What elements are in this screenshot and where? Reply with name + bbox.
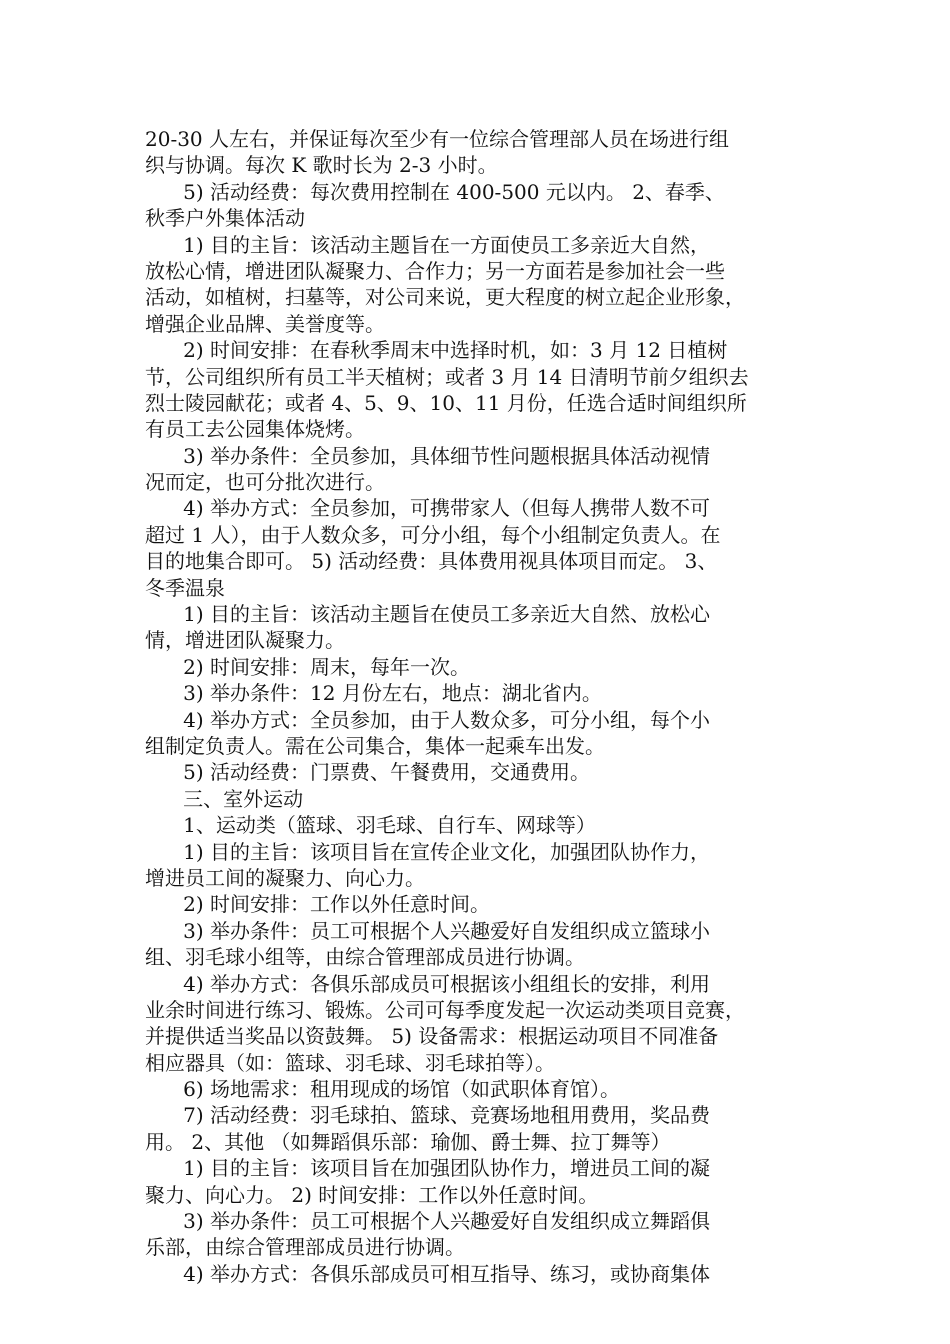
text-line: 超过 1 人），由于人数众多，可分小组，每个小组制定负责人。在 bbox=[145, 522, 721, 547]
text-line: 组、羽毛球小组等，由综合管理部成员进行协调。 bbox=[145, 945, 585, 970]
text-line: 2) 时间安排：在春秋季周末中选择时机，如：3 月 12 日植树 bbox=[145, 338, 728, 363]
text-line: 烈士陵园献花；或者 4、5、9、10、11 月份，任选合适时间组织所 bbox=[145, 390, 747, 415]
text-line: 秋季户外集体活动 bbox=[145, 206, 305, 231]
text-line: 聚力、向心力。 2) 时间安排：工作以外任意时间。 bbox=[145, 1182, 599, 1207]
text-line: 冬季温泉 bbox=[145, 575, 225, 600]
text-line: 乐部，由综合管理部成员进行协调。 bbox=[145, 1235, 465, 1260]
text-line: 20-30 人左右，并保证每次至少有一位综合管理部人员在场进行组 bbox=[145, 127, 730, 151]
text-line: 1) 目的主旨：该活动主题旨在使员工多亲近大自然、放松心 bbox=[145, 602, 711, 627]
text-line: 3) 举办条件：员工可根据个人兴趣爱好自发组织成立舞蹈俱 bbox=[145, 1209, 711, 1234]
text-line: 业余时间进行练习、锻炼。公司可每季度发起一次运动类项目竞赛， bbox=[145, 997, 745, 1022]
section-heading: 三、室外运动 bbox=[145, 786, 304, 811]
text-line: 4) 举办方式：各俱乐部成员可根据该小组组长的安排，利用 bbox=[145, 971, 711, 996]
text-line: 2) 时间安排：工作以外任意时间。 bbox=[145, 892, 491, 917]
text-line: 活动，如植树，扫墓等，对公司来说，更大程度的树立起企业形象， bbox=[145, 285, 745, 310]
text-line: 况而定，也可分批次进行。 bbox=[145, 470, 385, 495]
text-line: 节，公司组织所有员工半天植树；或者 3 月 14 日清明节前夕组织去 bbox=[145, 364, 749, 389]
text-line: 增进员工间的凝聚力、向心力。 bbox=[145, 865, 425, 890]
text-line: 6) 场地需求：租用现成的场馆（如武职体育馆）。 bbox=[145, 1077, 621, 1102]
text-line: 有员工去公园集体烧烤。 bbox=[145, 417, 365, 442]
text-line: 3) 举办条件：全员参加，具体细节性问题根据具体活动视情 bbox=[145, 443, 711, 468]
text-line: 5) 活动经费：门票费、午餐费用，交通费用。 bbox=[145, 760, 591, 785]
text-line: 3) 举办条件：员工可根据个人兴趣爱好自发组织成立篮球小 bbox=[145, 918, 711, 943]
document-body bbox=[145, 126, 815, 1287]
text-line: 3) 举办条件：12 月份左右，地点：湖北省内。 bbox=[145, 681, 602, 706]
text-line: 并提供适当奖品以资鼓舞。 5) 设备需求：根据运动项目不同准备 bbox=[145, 1024, 719, 1049]
text-line: 织与协调。每次 K 歌时长为 2-3 小时。 bbox=[145, 153, 498, 178]
text-line: 4) 举办方式：各俱乐部成员可相互指导、练习，或协商集体 bbox=[145, 1261, 711, 1286]
text-line: 1) 目的主旨：该活动主题旨在一方面使员工多亲近大自然， bbox=[145, 232, 711, 257]
text-line: 5) 活动经费：每次费用控制在 400-500 元以内。 2、春季、 bbox=[145, 179, 725, 204]
text-line: 1) 目的主旨：该项目旨在加强团队协作力，增进员工间的凝 bbox=[145, 1156, 711, 1181]
text-line: 组制定负责人。需在公司集合，集体一起乘车出发。 bbox=[145, 733, 605, 758]
text-line: 相应器具（如：篮球、羽毛球、羽毛球拍等）。 bbox=[145, 1050, 555, 1075]
text-line: 情，增进团队凝聚力。 bbox=[145, 628, 345, 653]
text-line: 7) 活动经费：羽毛球拍、篮球、竞赛场地租用费用，奖品费 bbox=[145, 1103, 711, 1128]
text-line: 放松心情，增进团队凝聚力、合作力；另一方面若是参加社会一些 bbox=[145, 258, 725, 283]
text-line: 4) 举办方式：全员参加，可携带家人（但每人携带人数不可 bbox=[145, 496, 711, 521]
text-line: 增强企业品牌、美誉度等。 bbox=[145, 311, 385, 336]
text-line: 用。 2、其他 （如舞蹈俱乐部：瑜伽、爵士舞、拉丁舞等） bbox=[145, 1129, 671, 1154]
text-line: 4) 举办方式：全员参加，由于人数众多，可分小组，每个小 bbox=[145, 707, 711, 732]
text-line: 1) 目的主旨：该项目旨在宣传企业文化，加强团队协作力， bbox=[145, 839, 711, 864]
text-line: 2) 时间安排：周末，每年一次。 bbox=[145, 654, 471, 679]
text-line: 目的地集合即可。 5) 活动经费：具体费用视具体项目而定。 3、 bbox=[145, 549, 718, 574]
subsection-heading: 1、运动类（篮球、羽毛球、自行车、网球等） bbox=[145, 813, 596, 838]
